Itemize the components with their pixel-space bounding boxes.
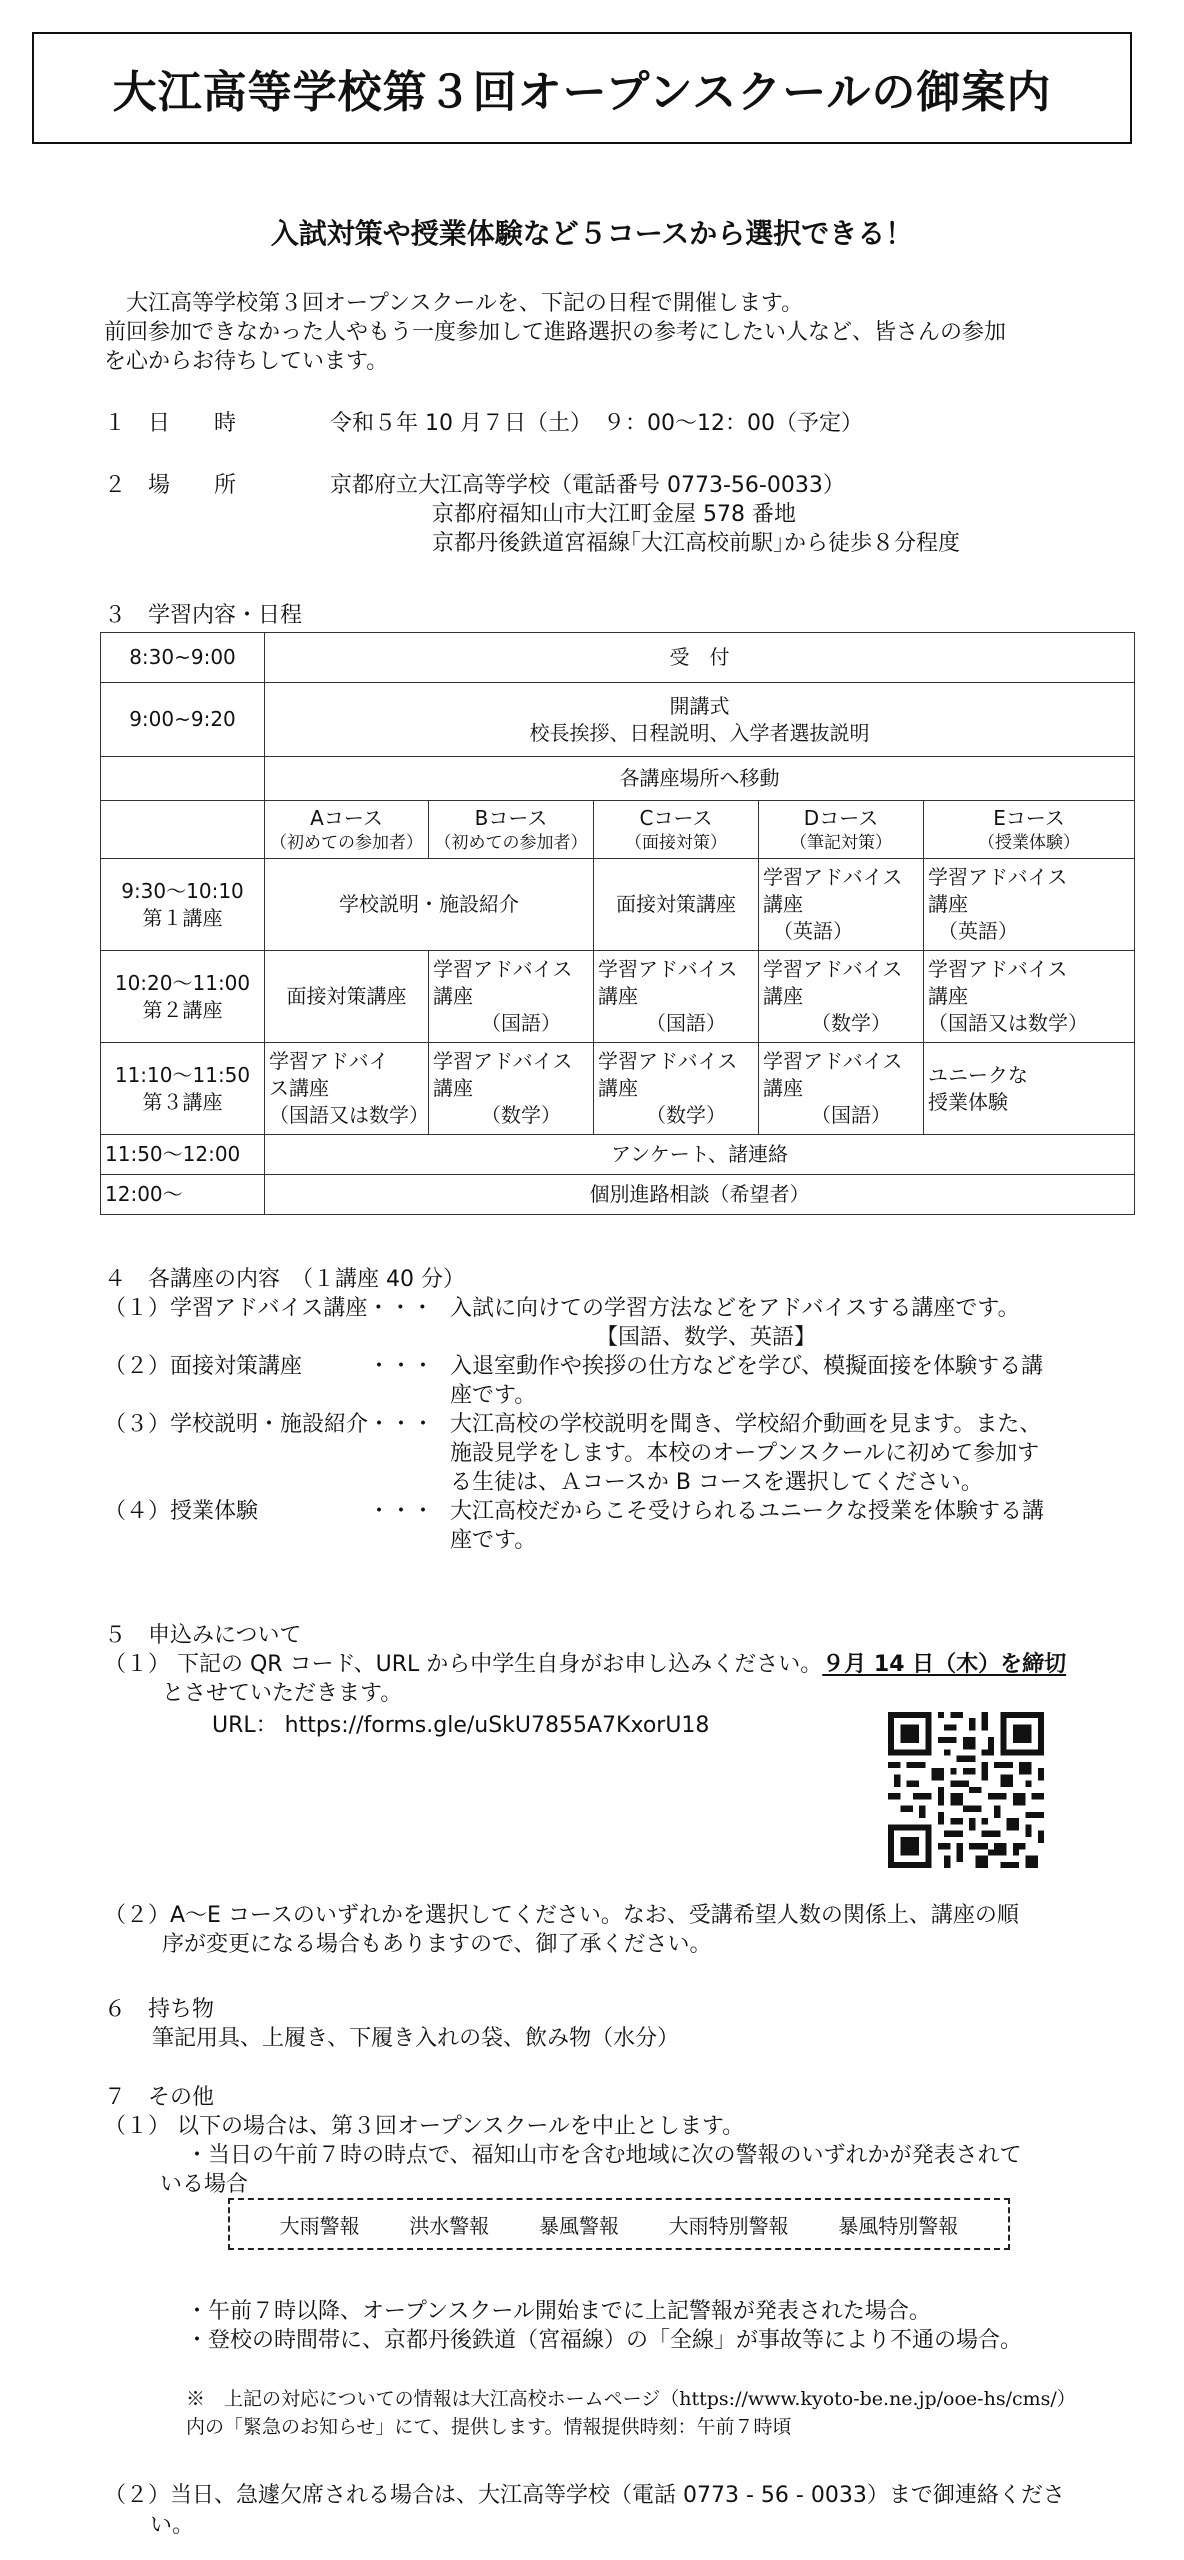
table-row xyxy=(101,683,1135,757)
page-title: 大江高等学校第３回オープンスクールの御案内 xyxy=(32,32,1132,144)
cancel-text: （１） 以下の場合は、第３回オープンスクールを中止とします。 xyxy=(104,2114,745,2139)
table-row xyxy=(101,757,1135,801)
opening-title: 開講式 xyxy=(669,693,730,718)
contents-text-3a: 大江高校の学校説明を聞き、学校紹介動画を見ます。また、 xyxy=(450,1412,1042,1437)
intro-line-2: 前回参加できなかった人やもう一度参加して進路選択の参考にしたい人など、皆さんの参加 xyxy=(104,320,1007,345)
p2-d-cell: 学習アドバイス 講座 （数学） xyxy=(759,951,924,1043)
p2-e-cell: 学習アドバイス 講座 （国語又は数学） xyxy=(924,951,1135,1043)
date-value: 令和５年 10 月７日（土） ９：00～12：00（予定） xyxy=(330,411,863,436)
contents-label-3: （３）学校説明・施設紹介・・・ xyxy=(104,1412,435,1437)
contents-text-1a: 入試に向けての学習方法などをアドバイスする講座です。 xyxy=(450,1296,1020,1321)
date-label: １ 日 時 xyxy=(104,411,237,436)
cancel-bullet-2: ・午前７時以降、オープンスクール開始までに上記警報が発表された場合。 xyxy=(186,2299,931,2324)
intro-line-1: 大江高等学校第３回オープンスクールを、下記の日程で開催します。 xyxy=(126,291,804,316)
p3-e-cell: ユニークな 授業体験 xyxy=(924,1043,1135,1135)
absence-text-1: （２）当日、急遽欠席される場合は、大江高等学校（電話 0773 ‐ 56 ‐ 0033）まで御連絡くださ xyxy=(104,2483,1065,2508)
contents-text-2a: 入退室動作や挨拶の仕方などを学び、模擬面接を体験する講 xyxy=(450,1354,1044,1379)
p1-d-cell: 学習アドバイス 講座 （英語） xyxy=(759,859,924,951)
move-cell: 各講座場所へ移動 xyxy=(265,757,1135,801)
contents-label-2: （２）面接対策講座 ・・・ xyxy=(104,1354,435,1379)
p3-d-cell: 学習アドバイス 講座 （国語） xyxy=(759,1043,924,1135)
period-2-time: 10:20～11:00 第２講座 xyxy=(101,951,265,1043)
warning-item: 洪水警報 xyxy=(409,2213,490,2238)
warning-item: 暴風警報 xyxy=(538,2213,619,2238)
p3-c-cell: 学習アドバイス 講座 （数学） xyxy=(594,1043,759,1135)
table-row xyxy=(101,859,1135,951)
place-label: ２ 場 所 xyxy=(104,473,237,498)
cancel-bullet-3: ・登校の時間帯に、京都丹後鉄道（宮福線）の「全線」が事故等により不通の場合。 xyxy=(186,2328,1023,2353)
time-cell: 9:00~9:20 xyxy=(101,683,265,757)
table-row xyxy=(101,1043,1135,1135)
table-row xyxy=(101,1175,1135,1215)
table-row xyxy=(101,951,1135,1043)
apply-heading: ５ 申込みについて xyxy=(104,1623,302,1648)
subtitle: 入試対策や授業体験など５コースから選択できる！ xyxy=(270,217,914,250)
empty-cell xyxy=(101,757,265,801)
contents-label-1: （１）学習アドバイス講座・・・ xyxy=(104,1296,434,1321)
contents-text-4a: 大江高校だからこそ受けられるユニークな授業を体験する講 xyxy=(450,1499,1045,1524)
schedule-heading: ３ 学習内容・日程 xyxy=(104,603,303,628)
contents-label-4: （４）授業体験 ・・・ xyxy=(104,1499,435,1524)
contents-text-1b: 【国語、数学、英語】 xyxy=(596,1325,817,1350)
period-3-time: 11:10～11:50 第３講座 xyxy=(101,1043,265,1135)
contents-heading: ４ 各講座の内容 （１講座 40 分） xyxy=(104,1267,465,1292)
schedule-table xyxy=(100,632,1135,1215)
place-line-3: 京都丹後鉄道宮福線｢大江高校前駅｣から徒歩８分程度 xyxy=(432,531,961,556)
table-row xyxy=(101,801,1135,859)
p1-ab-cell: 学校説明・施設紹介 xyxy=(265,859,594,951)
survey-cell: アンケート、諸連絡 xyxy=(265,1135,1135,1175)
items-text: 筆記用具、上履き、下履き入れの袋、飲み物（水分） xyxy=(152,2026,680,2051)
period-1-time: 9:30～10:10 第１講座 xyxy=(101,859,265,951)
p3-b-cell: 学習アドバイス 講座 （数学） xyxy=(429,1043,594,1135)
info-note-2: 内の「緊急のお知らせ」にて、提供します。情報提供時刻：午前７時頃 xyxy=(186,2416,792,2438)
opening-cell xyxy=(265,683,1135,757)
apply-item-1: （１） 下記の QR コード、URL から中学生自身がお申し込みください。９月 14 日（木）を締切 xyxy=(104,1652,1067,1677)
contents-text-2b: 座です。 xyxy=(450,1383,537,1408)
course-header-a: Aコース （初めての参加者） xyxy=(265,801,429,859)
consult-cell: 個別進路相談（希望者） xyxy=(265,1175,1135,1215)
other-heading: ７ その他 xyxy=(104,2085,215,2110)
items-heading: ６ 持ち物 xyxy=(104,1997,215,2022)
course-header-c: Cコース （面接対策） xyxy=(594,801,759,859)
apply-item-2b: 序が変更になる場合もありますので、御了承ください。 xyxy=(162,1932,712,1957)
course-header-e: Eコース （授業体験） xyxy=(924,801,1135,859)
warnings-box xyxy=(228,2198,1010,2250)
reception-cell: 受 付 xyxy=(265,633,1135,683)
empty-cell xyxy=(101,801,265,859)
contents-text-3b: 施設見学をします。本校のオープンスクールに初めて参加す xyxy=(450,1441,1040,1466)
warning-item: 暴風特別警報 xyxy=(838,2213,959,2238)
place-line-1: 京都府立大江高等学校（電話番号 0773-56-0033） xyxy=(330,473,845,498)
table-row xyxy=(101,633,1135,683)
table-row xyxy=(101,1135,1135,1175)
place-line-2: 京都府福知山市大江町金屋 578 番地 xyxy=(432,502,796,527)
time-cell: 8:30~9:00 xyxy=(101,633,265,683)
deadline: ９月 14 日（木）を締切 xyxy=(822,1652,1067,1677)
cancel-bullet-1a: ・当日の午前７時の時点で、福知山市を含む地域に次の警報のいずれかが発表されて xyxy=(186,2143,1022,2168)
warning-item: 大雨警報 xyxy=(279,2213,360,2238)
p2-c-cell: 学習アドバイス 講座 （国語） xyxy=(594,951,759,1043)
intro-line-3: を心からお待ちしています。 xyxy=(104,349,389,374)
contents-text-4b: 座です。 xyxy=(450,1528,537,1553)
p3-a-cell: 学習アドバイ ス講座 （国語又は数学） xyxy=(265,1043,429,1135)
time-cell: 12:00～ xyxy=(101,1175,265,1215)
qr-code-icon[interactable] xyxy=(888,1712,1044,1868)
p2-a-cell: 面接対策講座 xyxy=(265,951,429,1043)
p1-e-cell: 学習アドバイス 講座 （英語） xyxy=(924,859,1135,951)
course-header-d: Dコース （筆記対策） xyxy=(759,801,924,859)
p1-c-cell: 面接対策講座 xyxy=(594,859,759,951)
course-header-b: Bコース （初めての参加者） xyxy=(429,801,594,859)
apply-item-1-cont: とさせていただきます。 xyxy=(162,1681,403,1706)
p2-b-cell: 学習アドバイス 講座 （国語） xyxy=(429,951,594,1043)
absence-text-2: い。 xyxy=(150,2513,195,2538)
opening-detail: 校長挨拶、日程説明、入学者選抜説明 xyxy=(529,720,870,745)
cancel-bullet-1b: いる場合 xyxy=(160,2172,249,2197)
info-note-1: ※ 上記の対応についての情報は大江高校ホームページ（https://www.kyoto-be.ne.jp/ooe-hs/cms/） xyxy=(186,2388,1076,2410)
contents-text-3c: る生徒は、Ａコースか B コースを選択してください。 xyxy=(450,1470,983,1495)
apply-item-2a: （２）A～E コースのいずれかを選択してください。なお、受講希望人数の関係上、講座の順 xyxy=(104,1903,1019,1928)
application-url[interactable]: URL： https://forms.gle/uSkU7855A7KxorU18 xyxy=(212,1713,710,1738)
warning-item: 大雨特別警報 xyxy=(668,2213,789,2238)
time-cell: 11:50～12:00 xyxy=(101,1135,265,1175)
